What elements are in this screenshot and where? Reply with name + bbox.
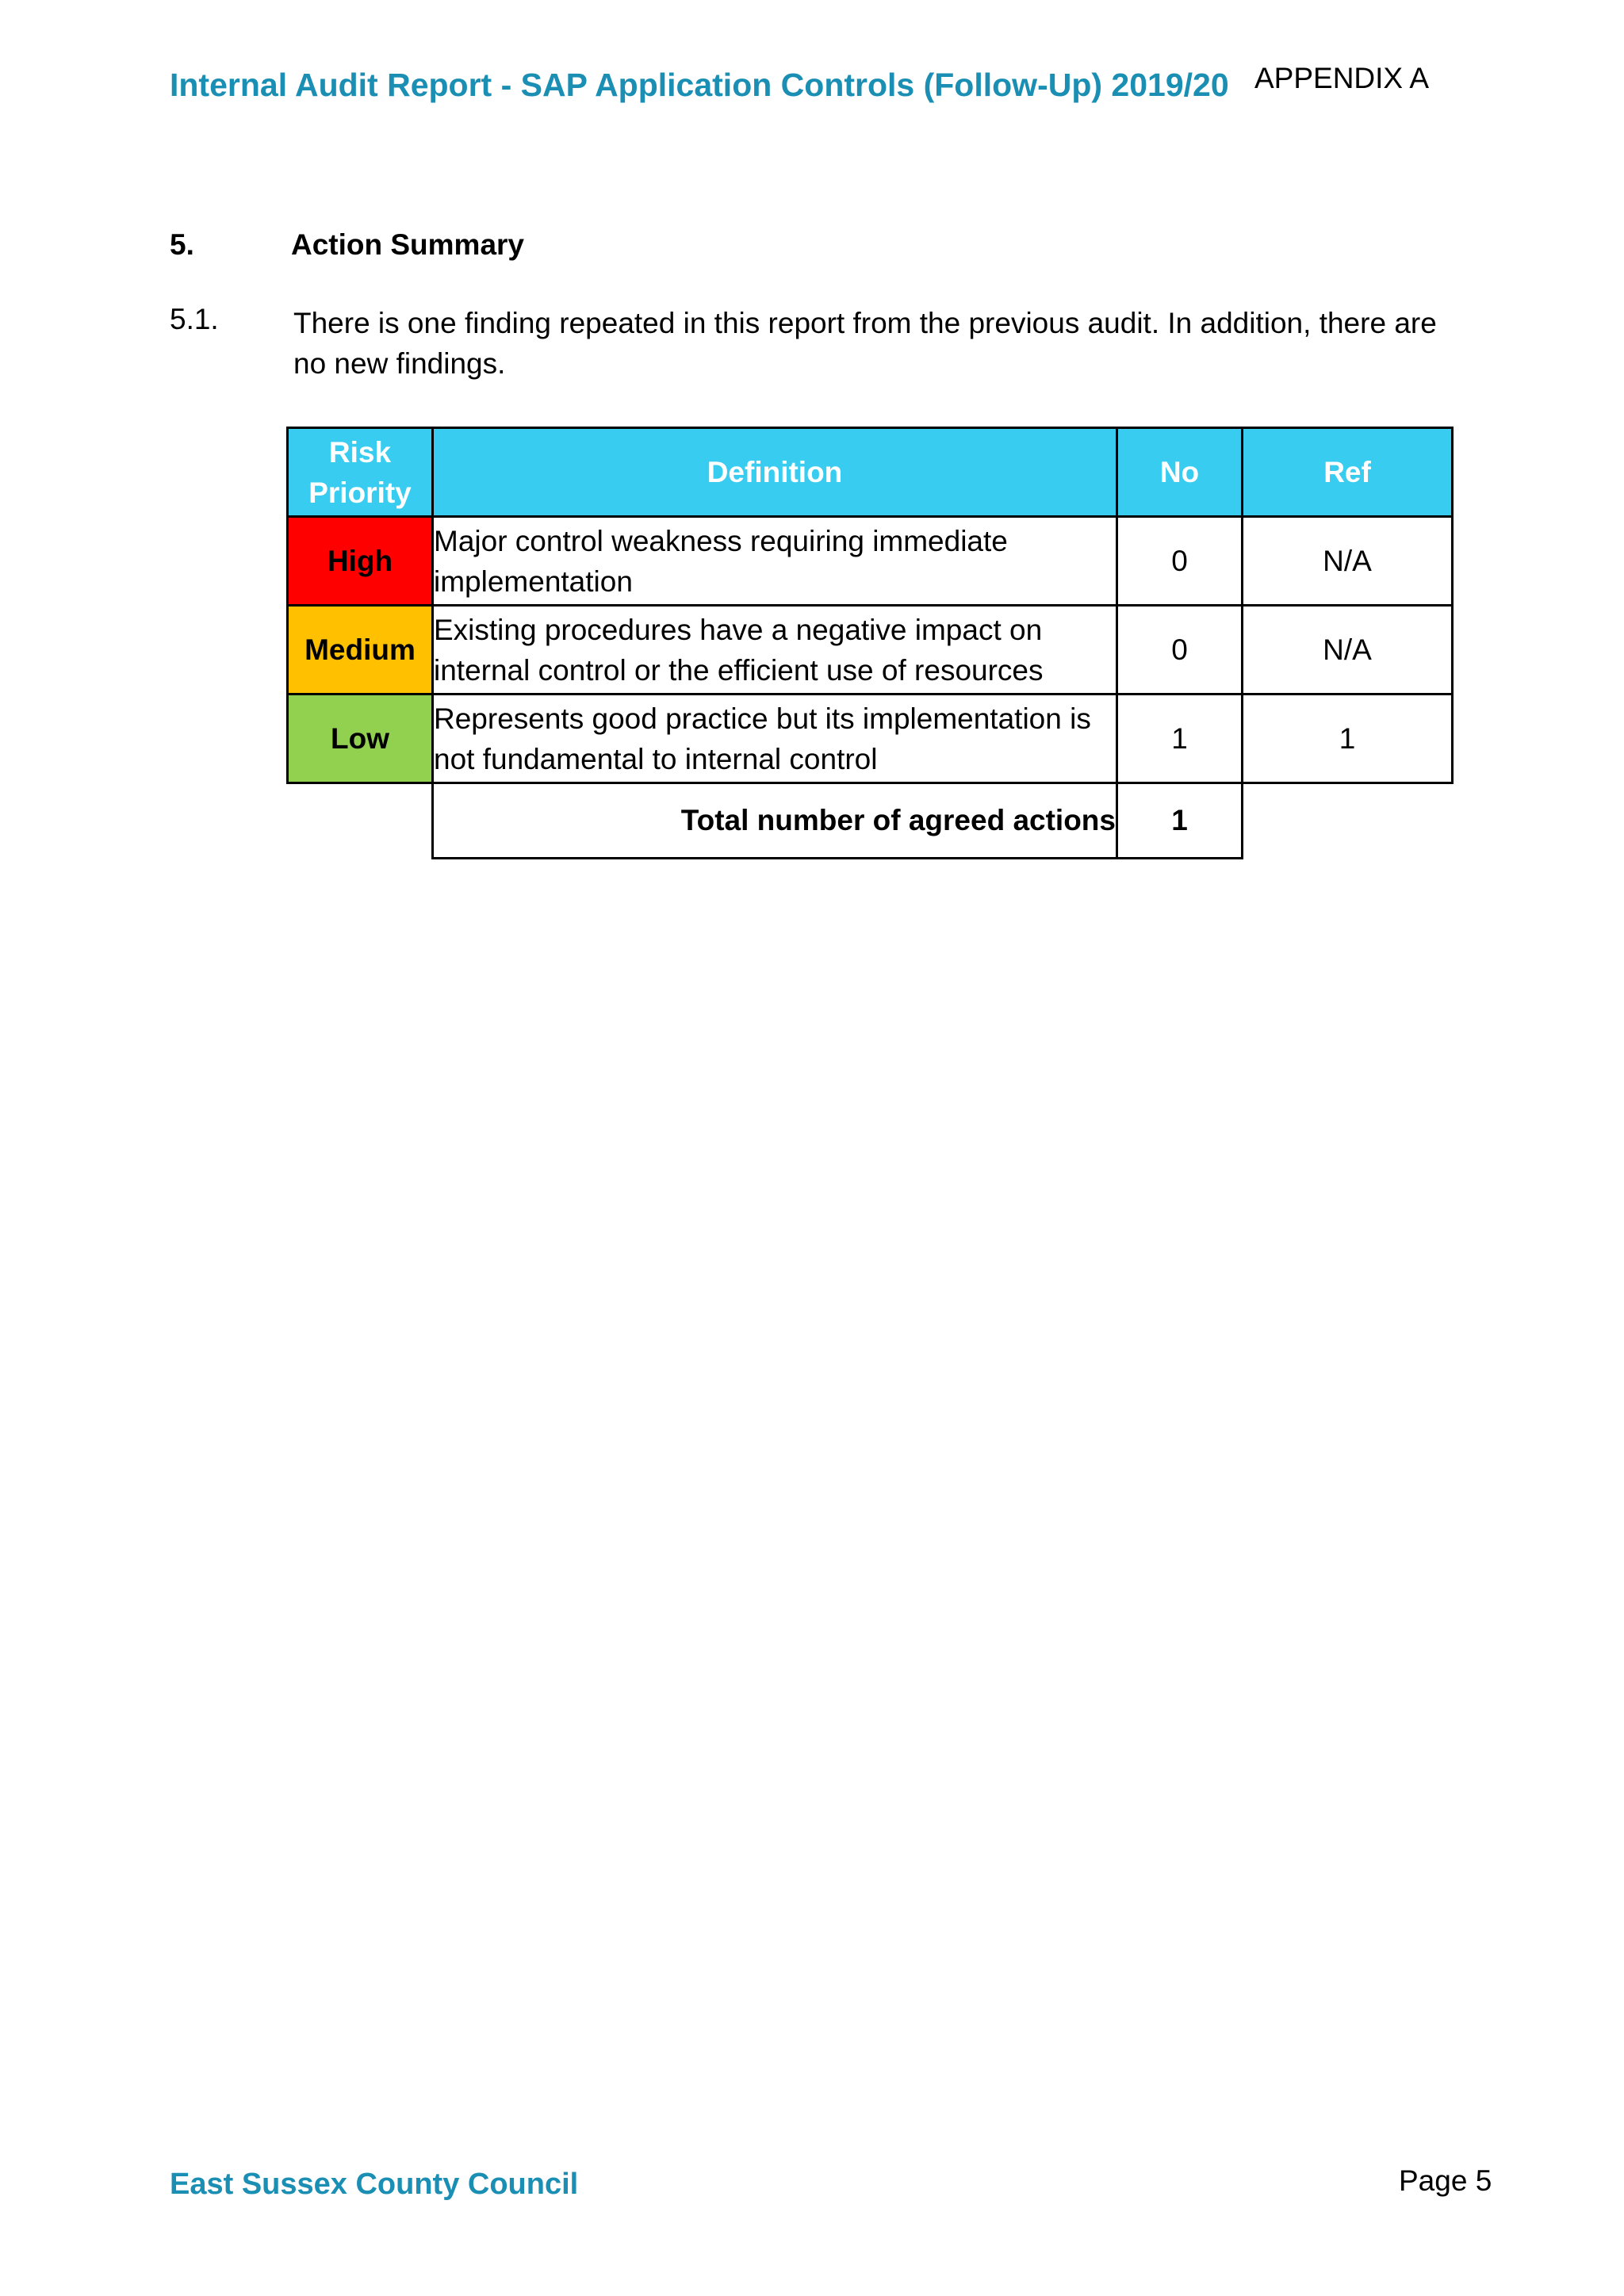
total-label: Total number of agreed actions — [433, 783, 1117, 859]
footer-organization: East Sussex County Council — [170, 2168, 579, 2201]
table-header-row — [288, 428, 1453, 517]
total-blank-left — [288, 783, 433, 859]
table-total-row — [288, 783, 1453, 859]
priority-high: High — [288, 517, 433, 606]
table-row-medium — [288, 606, 1453, 695]
table-row-high — [288, 517, 1453, 606]
count-medium: 0 — [1117, 606, 1243, 695]
appendix-label: APPENDIX A — [1254, 62, 1430, 94]
definition-medium: Existing procedures have a negative impact on internal control or the efficient use of resources — [433, 606, 1117, 695]
report-title: Internal Audit Report - SAP Application Controls (Follow-Up) 2019/20 — [170, 67, 1229, 103]
header-risk-priority: Risk Priority — [288, 428, 433, 517]
section-number: 5. — [170, 228, 194, 261]
count-high: 0 — [1117, 517, 1243, 606]
ref-medium: N/A — [1243, 606, 1453, 695]
paragraph-text: There is one finding repeated in this report from the previous audit. In addition, there are no new findings. — [293, 307, 1437, 380]
header-ref: Ref — [1243, 428, 1453, 517]
total-blank-right — [1243, 783, 1453, 859]
section-title: Action Summary — [291, 228, 525, 261]
action-summary-table — [286, 427, 1454, 859]
page-number: Page 5 — [1399, 2164, 1492, 2197]
priority-low: Low — [288, 695, 433, 783]
ref-low: 1 — [1243, 695, 1453, 783]
header-no: No — [1117, 428, 1243, 517]
definition-low: Represents good practice but its implementation is not fundamental to internal control — [433, 695, 1117, 783]
priority-medium: Medium — [288, 606, 433, 695]
definition-high: Major control weakness requiring immediate implementation — [433, 517, 1117, 606]
header-definition: Definition — [433, 428, 1117, 517]
table-row-low — [288, 695, 1453, 783]
paragraph-number: 5.1. — [170, 303, 219, 335]
ref-high: N/A — [1243, 517, 1453, 606]
count-low: 1 — [1117, 695, 1243, 783]
total-value: 1 — [1117, 783, 1243, 859]
